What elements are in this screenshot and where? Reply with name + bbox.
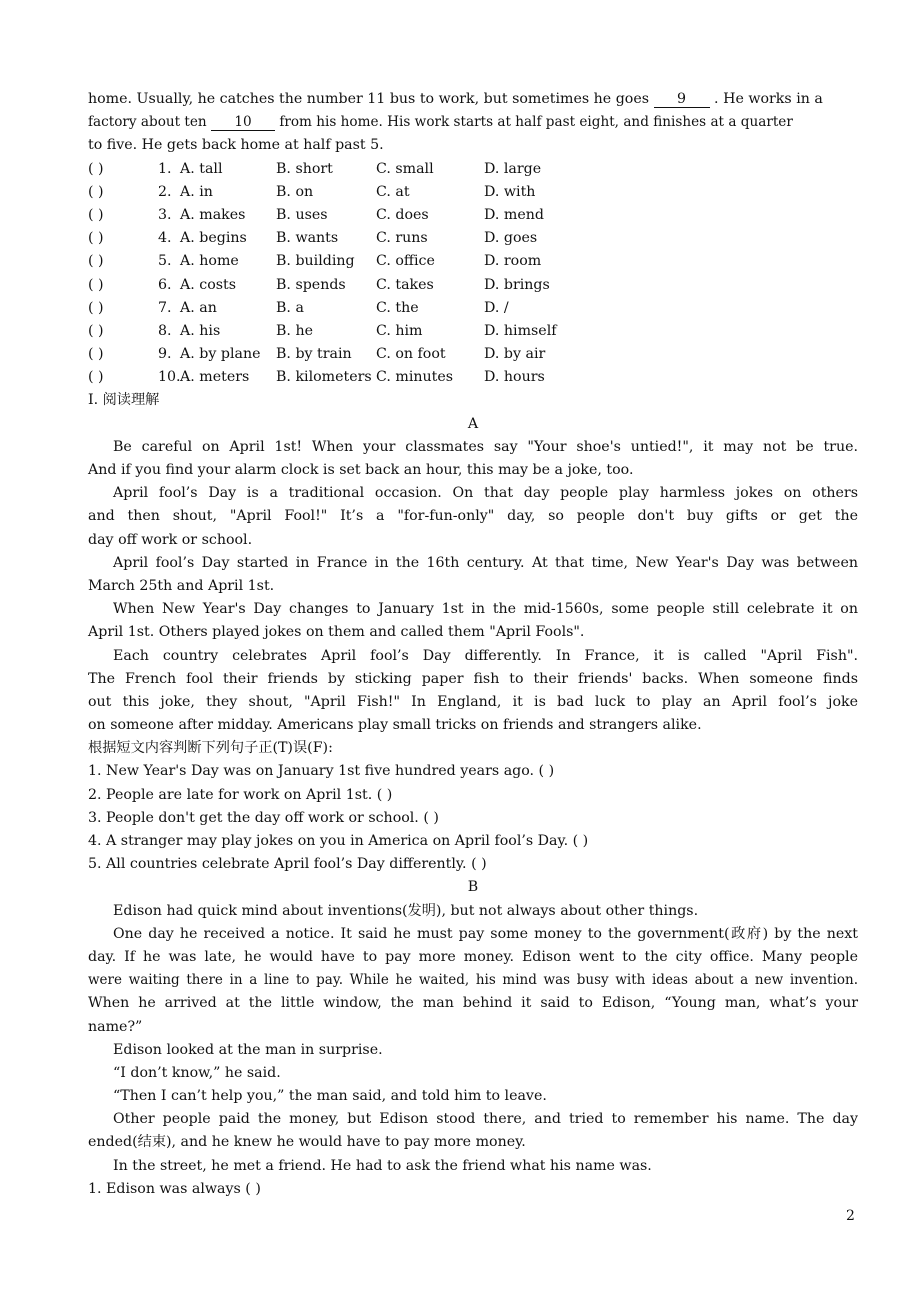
passage-line: In the street, he met a friend. He had to ask the friend what his name was. [113, 1157, 652, 1174]
option-row [88, 181, 858, 204]
passage-line: ended(结束), and he knew he would have to pay more money. [88, 1134, 526, 1151]
blank-9: 9 [654, 91, 710, 108]
option-num: 9. [158, 346, 172, 363]
option-d: D. large [484, 160, 542, 177]
option-a: A. an [180, 299, 217, 316]
passage-line: When New Year's Day changes to January 1st in the mid-1560s, some people still celebrate it on [113, 601, 858, 618]
option-a: A. home [180, 253, 239, 270]
question-line: 1. New Year's Day was on January 1st five hundred years ago. ( ) [88, 763, 555, 780]
passage-b-questions [88, 1178, 858, 1201]
passage-line: “Then I can’t help you,” the man said, and told him to leave. [113, 1088, 547, 1105]
option-b: B. by train [276, 346, 352, 363]
option-c: C. small [376, 160, 434, 177]
option-bracket: ( ) [88, 206, 104, 223]
option-d: D. / [484, 299, 509, 316]
option-c: C. at [376, 183, 410, 200]
question-line: 2. People are late for work on April 1st. ( ) [88, 786, 393, 803]
cloze-line-1 [88, 88, 858, 111]
option-row [88, 274, 858, 297]
page-number: 2 [846, 1208, 855, 1224]
option-a: A. his [180, 322, 221, 339]
question-line: 4. A stranger may play jokes on you in America on April fool’s Day. ( ) [88, 833, 589, 849]
option-d: D. goes [484, 230, 538, 247]
option-num: 6. [158, 276, 172, 293]
option-d: D. with [484, 183, 536, 200]
passage-line: Edison looked at the man in surprise. [113, 1041, 383, 1058]
option-row [88, 227, 858, 250]
blank-10: 10 [211, 114, 275, 131]
passage-line: And if you find your alarm clock is set back an hour, this may be a joke, too. [88, 462, 634, 478]
passage-a-instruction: 根据短文内容判断下列句子正(T)误(F): [88, 740, 333, 757]
option-row [88, 320, 858, 343]
cloze-text: home. Usually, he catches the number 11 bus to work, but sometimes he goes [88, 91, 650, 107]
option-row [88, 158, 858, 181]
option-b: B. wants [276, 230, 339, 247]
option-a: A. costs [180, 276, 237, 293]
option-c: C. him [376, 322, 423, 339]
option-a: A. meters [180, 369, 250, 386]
cloze-text: factory about ten [88, 114, 207, 131]
cloze-line-2 [88, 111, 858, 134]
cloze-line-3: to five. He gets back home at half past 5. [88, 137, 384, 154]
option-bracket: ( ) [88, 346, 104, 363]
document-page [88, 88, 858, 1201]
passage-line: One day he received a notice. It said he must pay some money to the government(政府) by the next [113, 925, 858, 942]
passage-line: Edison had quick mind about inventions(发明), but not always about other things. [113, 902, 699, 919]
option-a: A. begins [180, 230, 247, 247]
option-d: D. hours [484, 369, 545, 386]
cloze-options [88, 158, 858, 390]
option-a: A. by plane [180, 346, 261, 363]
option-bracket: ( ) [88, 183, 104, 200]
question-line: 5. All countries celebrate April fool’s Day differently. ( ) [88, 856, 487, 873]
option-row [88, 250, 858, 273]
option-d: D. mend [484, 206, 544, 223]
passage-line: April fool’s Day is a traditional occasion. On that day people play harmless jokes on others [113, 485, 858, 502]
option-b: B. building [276, 253, 355, 270]
option-bracket: ( ) [88, 160, 104, 177]
option-d: D. brings [484, 276, 550, 293]
option-num: 5. [158, 253, 172, 270]
option-bracket: ( ) [88, 276, 104, 293]
option-b: B. kilometers [276, 369, 372, 386]
option-a: A. tall [180, 160, 223, 177]
option-b: B. spends [276, 276, 346, 293]
passage-line: and then shout, "April Fool!" It’s a "for-fun-only" day, so people don't buy gifts or get the [88, 508, 858, 525]
option-bracket: ( ) [88, 299, 104, 316]
option-c: C. office [376, 253, 435, 270]
passage-line: March 25th and April 1st. [88, 577, 275, 594]
option-c: C. the [376, 299, 419, 316]
passage-line: out this joke, they shout, "April Fish!" In England, it is bad luck to play an April fool’s joke [88, 693, 858, 710]
passage-line: Other people paid the money, but Edison stood there, and tried to remember his name. The day [113, 1111, 858, 1128]
passage-line: day. If he was late, he would have to pay more money. Edison went to the city office. Many people [88, 948, 858, 965]
option-num: 10. [158, 369, 181, 386]
option-b: B. on [276, 183, 314, 200]
passage-line: were waiting there in a line to pay. While he waited, his mind was busy with ideas about a new invention. [88, 972, 858, 989]
option-d: D. by air [484, 346, 546, 363]
option-d: D. himself [484, 322, 557, 339]
passage-a-label: A [467, 415, 479, 432]
option-num: 1. [158, 160, 172, 177]
option-c: C. takes [376, 276, 434, 293]
option-c: C. does [376, 206, 429, 223]
passage-line: Each country celebrates April fool’s Day differently. In France, it is called "April Fish". [113, 647, 858, 664]
option-num: 8. [158, 322, 172, 339]
passage-line: April 1st. Others played jokes on them and called them "April Fools". [88, 624, 585, 641]
passage-line: “I don’t know,” he said. [113, 1064, 281, 1081]
option-d: D. room [484, 253, 542, 270]
passage-line: When he arrived at the little window, the man behind it said to Edison, “Young man, what’s your [88, 995, 858, 1012]
option-b: B. short [276, 160, 333, 177]
passage-line: day off work or school. [88, 531, 253, 548]
passage-line: April fool’s Day started in France in the 16th century. At that time, New Year's Day was between [113, 554, 858, 571]
option-bracket: ( ) [88, 230, 104, 247]
option-c: C. on foot [376, 346, 446, 363]
option-b: B. uses [276, 206, 328, 223]
option-b: B. he [276, 322, 313, 339]
option-num: 2. [158, 183, 172, 200]
option-num: 7. [158, 299, 172, 316]
option-num: 4. [158, 230, 172, 247]
option-bracket: ( ) [88, 322, 104, 339]
option-c: C. minutes [376, 369, 454, 386]
passage-line: The French fool their friends by sticking paper fish to their friends' backs. When someone finds [88, 670, 858, 687]
cloze-text: . He works in a [714, 91, 823, 107]
passage-b [88, 900, 858, 1178]
passage-line: name?” [88, 1018, 143, 1035]
option-row [88, 366, 858, 389]
cloze-text: from his home. His work starts at half past eight, and finishes at a quarter [279, 114, 793, 131]
passage-a [88, 436, 858, 737]
option-num: 3. [158, 206, 172, 223]
option-b: B. a [276, 299, 304, 316]
option-row [88, 204, 858, 227]
option-row [88, 297, 858, 320]
option-row [88, 343, 858, 366]
option-a: A. in [180, 183, 213, 200]
passage-line: on someone after midday. Americans play small tricks on friends and strangers alike. [88, 717, 702, 734]
question-line: 1. Edison was always ( ) [88, 1180, 261, 1197]
option-a: A. makes [180, 206, 246, 223]
question-line: 3. People don't get the day off work or school. ( ) [88, 809, 439, 826]
section-title: I. 阅读理解 [88, 392, 160, 409]
option-bracket: ( ) [88, 369, 104, 386]
passage-line: Be careful on April 1st! When your classmates say "Your shoe's untied!", it may not be true. [113, 438, 858, 455]
option-bracket: ( ) [88, 253, 104, 270]
passage-a-questions [88, 760, 858, 876]
passage-b-label: B [467, 879, 479, 896]
option-c: C. runs [376, 230, 428, 247]
